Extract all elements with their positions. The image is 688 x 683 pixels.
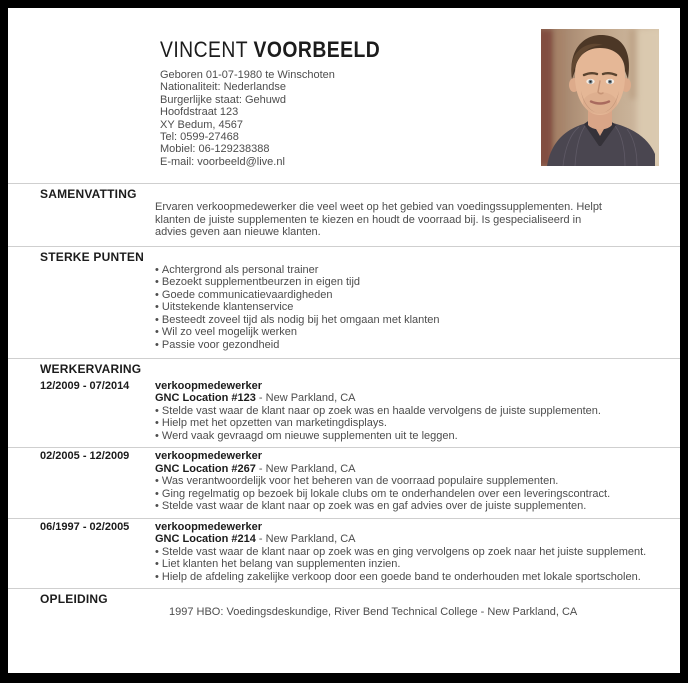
list-item: • Passie voor gezondheid xyxy=(155,339,654,352)
job-title: verkoopmedewerker xyxy=(155,450,262,462)
job-period: 06/1997 - 02/2005 xyxy=(40,520,130,533)
portrait-image xyxy=(541,29,659,166)
contact-line-mobile: Mobiel: 06-129238388 xyxy=(160,143,270,156)
job-period: 02/2005 - 12/2009 xyxy=(40,450,130,462)
job-company-line xyxy=(155,533,654,546)
contact-line-phone: Tel: 0599-27468 xyxy=(160,131,239,144)
last-name: VOORBEELD xyxy=(253,37,381,62)
resume-document xyxy=(8,8,680,673)
job-details xyxy=(155,521,680,584)
section-content-opleiding xyxy=(155,589,680,626)
job-location: - New Parkland, CA xyxy=(255,533,356,545)
full-name xyxy=(160,38,380,62)
contact-line-marital-status: Burgerlijke staat: Gehuwd xyxy=(160,93,286,106)
job-bullet: • Werd vaak gevraagd om nieuwe supplementen uit te leggen. xyxy=(155,430,654,443)
job-period: 12/2009 - 07/2014 xyxy=(40,379,130,392)
section-label-opleiding: OPLEIDING xyxy=(40,592,108,606)
resume-header xyxy=(8,8,680,183)
job-bullet: • Hielp de afdeling zakelijke verkoop door een goede band te onderhouden met lokale sportscholen. xyxy=(155,571,654,584)
list-item: • Bezoekt supplementbeurzen in eigen tijd xyxy=(155,276,654,289)
job-bullet: • Stelde vast waar de klant naar op zoek was en haalde vervolgens de juiste supplementen. xyxy=(155,405,654,418)
job-bullet: • Liet klanten het belang van supplementen inzien. xyxy=(155,558,654,571)
education-entry: 1997 HBO: Voedingsdeskundige, River Bend Technical College - New Parkland, CA xyxy=(169,606,578,618)
first-name: VINCENT xyxy=(160,37,248,62)
section-label-werkervaring: WERKERVARING xyxy=(40,362,142,376)
section-werkervaring xyxy=(8,358,680,588)
section-label-samenvatting: SAMENVATTING xyxy=(40,187,137,201)
section-samenvatting xyxy=(8,183,680,246)
job-bullet: • Was verantwoordelijk voor het beheren van de voorraad populaire supplementen. xyxy=(155,475,654,488)
section-label-sterke-punten: STERKE PUNTEN xyxy=(40,249,144,264)
contact-line-city: XY Bedum, 4567 xyxy=(160,118,243,131)
job-title: verkoopmedewerker xyxy=(155,520,262,533)
job-entry-1 xyxy=(8,378,680,448)
job-bullet: • Ging regelmatig op bezoek bij lokale clubs om te onderhandelen over een leveringscontract. xyxy=(155,488,654,501)
job-entry-2 xyxy=(8,447,680,518)
job-bullet: • Stelde vast waar de klant naar op zoek was en gaf advies over de juiste supplementen. xyxy=(155,500,654,513)
contact-line-born: Geboren 01-07-1980 te Winschoten xyxy=(160,69,335,81)
section-content-sterke-punten xyxy=(155,247,680,359)
contact-line-nationality: Nationaliteit: Nederlandse xyxy=(160,81,286,94)
section-sterke-punten xyxy=(8,246,680,359)
job-company: GNC Location #123 xyxy=(155,392,256,404)
list-item: • Besteedt zoveel tijd als nodig bij het omgaan met klanten xyxy=(155,314,654,327)
job-company: GNC Location #267 xyxy=(155,462,256,475)
section-content-samenvatting xyxy=(155,184,680,246)
list-item: • Achtergrond als personal trainer xyxy=(155,264,654,277)
job-entry-3 xyxy=(8,518,680,589)
job-details xyxy=(155,450,680,513)
job-company: GNC Location #214 xyxy=(155,533,256,545)
section-opleiding xyxy=(8,588,680,626)
job-location: - New Parkland, CA xyxy=(255,462,356,475)
job-bullet: • Hielp met het opzetten van marketingdisplays. xyxy=(155,417,654,430)
list-item: • Wil zo veel mogelijk werken xyxy=(155,326,654,339)
job-details xyxy=(155,380,680,443)
contact-line-street: Hoofdstraat 123 xyxy=(160,106,239,119)
job-location: - New Parkland, CA xyxy=(255,392,356,404)
strengths-list xyxy=(155,264,654,352)
job-title: verkoopmedewerker xyxy=(155,379,262,392)
job-company-line xyxy=(155,463,654,476)
job-company-line xyxy=(155,392,654,405)
contact-line-email: E-mail: voorbeeld@live.nl xyxy=(160,155,285,168)
job-bullet: • Stelde vast waar de klant naar op zoek was en ging vervolgens op zoek naar het juiste supplement. xyxy=(155,546,654,559)
list-item: • Uitstekende klantenservice xyxy=(155,301,654,314)
contact-info xyxy=(160,69,335,168)
profile-photo xyxy=(541,29,659,166)
summary-text: Ervaren verkoopmedewerker die veel weet op het gebied van voedingssupplementen. Helpt klanten de juiste supplementen te kiezen en houdt de voorraad bij. Is gespecialiseerd in advies geven aan nieuwe klanten. xyxy=(155,201,602,238)
list-item: • Goede communicatievaardigheden xyxy=(155,289,654,302)
